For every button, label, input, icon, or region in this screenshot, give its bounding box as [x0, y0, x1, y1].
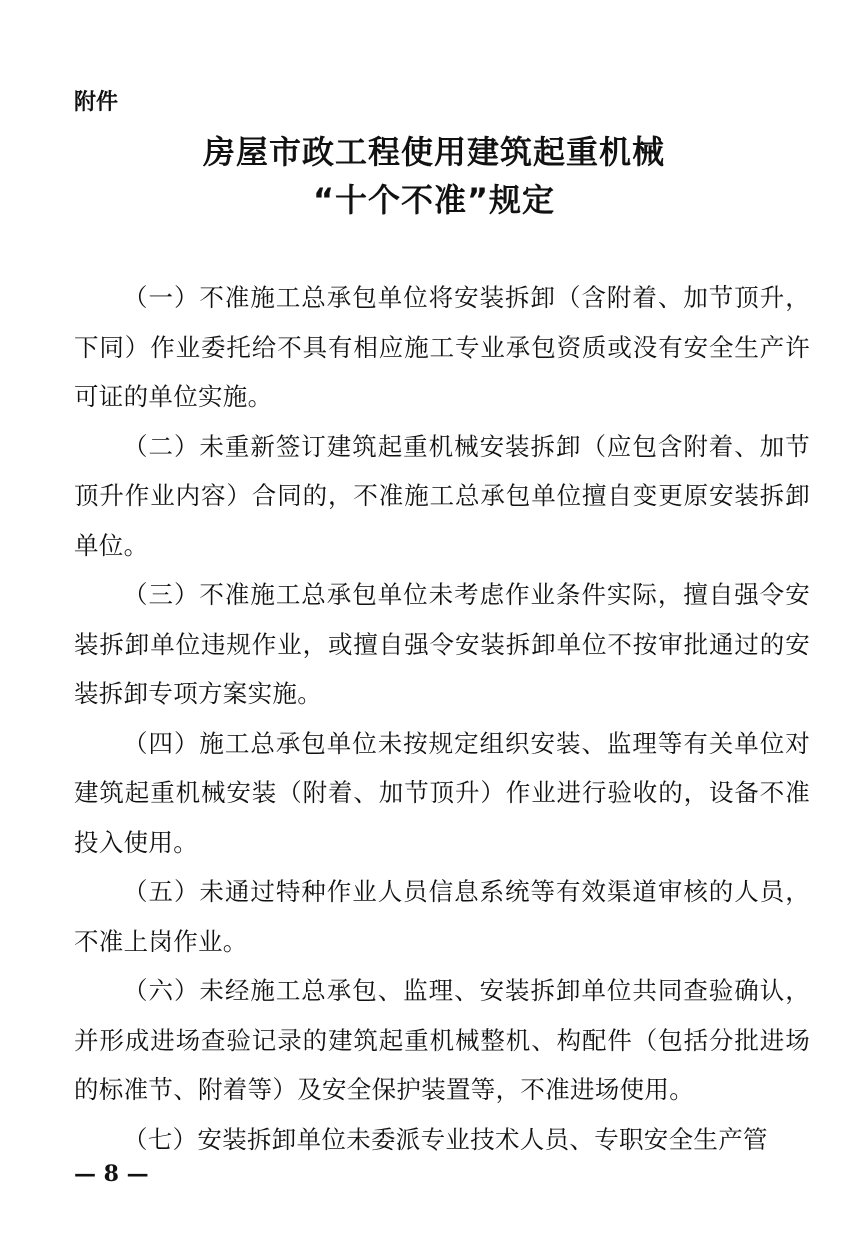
attachment-label: 附件	[74, 90, 119, 115]
paragraph-item-7: （七）安装拆卸单位未委派专业技术人员、专职安全生产管	[123, 1124, 768, 1154]
paragraph-item-6: （六）未经施工总承包、监理、安装拆卸单位共同查验确认，并形成进场查验记录的建筑起重机械整机、构配件（包括分批进场的标准节、附着等）及安全保护装置等，不准进场使用。	[74, 976, 810, 1104]
document-title-line-1: 房屋市政工程使用建筑起重机械	[202, 133, 665, 171]
page-number: — 8 —	[74, 1161, 149, 1187]
paragraph-item-5: （五）未通过特种作业人员信息系统等有效渠道审核的人员，不准上岗作业。	[74, 877, 810, 956]
paragraph-item-1: （一）不准施工总承包单位将安装拆卸（含附着、加节顶升，下同）作业委托给不具有相应施工专业承包资质或没有安全生产许可证的单位实施。	[74, 283, 810, 411]
paragraph-item-4: （四）施工总承包单位未按规定组织安装、监理等有关单位对建筑起重机械安装（附着、加节顶升）作业进行验收的，设备不准投入使用。	[74, 728, 810, 857]
paragraph-item-2: （二）未重新签订建筑起重机械安装拆卸（应包含附着、加节顶升作业内容）合同的，不准施工总承包单位擅自变更原安装拆卸单位。	[74, 431, 810, 560]
paragraph-item-3: （三）不准施工总承包单位未考虑作业条件实际，擅自强令安装拆卸单位违规作业，或擅自强令安装拆卸单位不按审批通过的安装拆卸专项方案实施。	[74, 580, 810, 708]
document-body	[74, 273, 810, 1164]
document-title-line-2: “十个不准”规定	[312, 181, 556, 219]
